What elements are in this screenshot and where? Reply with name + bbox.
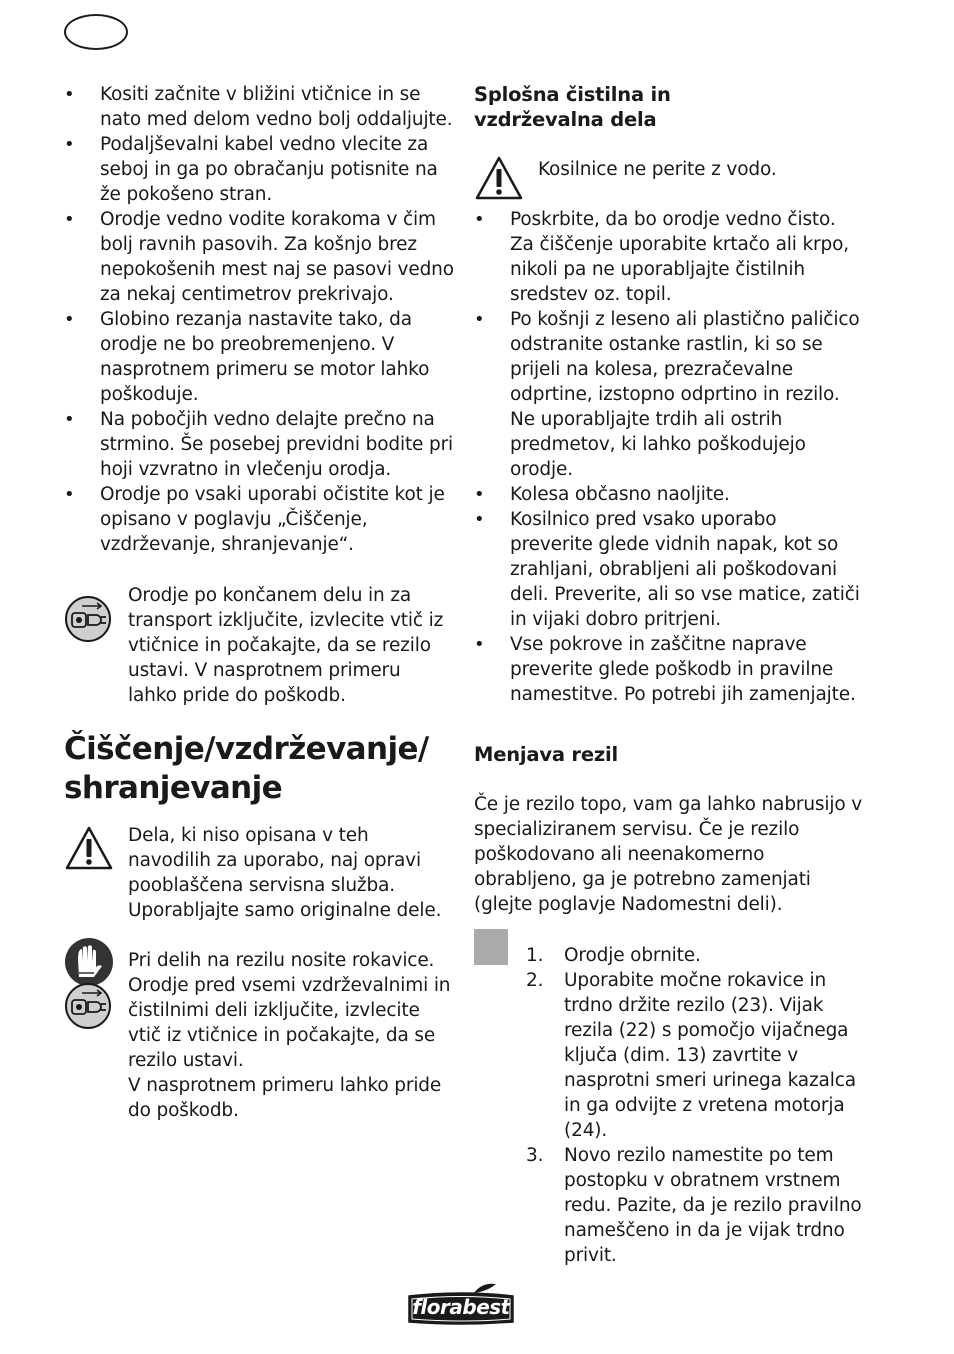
steps-list bbox=[474, 929, 864, 1268]
left-column bbox=[64, 82, 454, 1123]
list-item: • Orodje po vsaki uporabi očistite kot je opisano v poglavju „Čiščenje, vzdrževanje, shranjevanje“. bbox=[64, 482, 454, 557]
list-item: • Kolesa občasno naoljite. bbox=[474, 482, 864, 507]
service-warning: Dela, ki niso opisana v teh navodilih za uporabo, naj opravi pooblaščena servisna služba. Uporabljajte samo originalne dele. bbox=[64, 823, 454, 923]
list-item: • Poskrbite, da bo orodje vedno čisto. Za čiščenje uporabite krtačo ali krpo, nikoli pa ne uporabljajte čistilnih sredstev oz. topil. bbox=[474, 207, 864, 307]
brand-logo: florabest bbox=[406, 1282, 516, 1326]
gloves-icon bbox=[64, 937, 114, 987]
list-item: • Podaljševalni kabel vedno vlecite za seboj in ga po obračanju potisnite na že pokošeno stran. bbox=[64, 132, 454, 207]
section-title: Čiščenje/vzdrževanje/ shranjevanje bbox=[64, 731, 429, 806]
list-item: • Na pobočjih vedno delajte prečno na strmino. Še posebej previdni bodite pri hoji vzvratno in vlečenju orodja. bbox=[64, 407, 454, 482]
language-badge bbox=[64, 14, 128, 50]
warning-icon bbox=[64, 825, 114, 871]
list-item: • Vse pokrove in zaščitne naprave preverite glede poškodb in pravilne namestitve. Po potrebi jih zamenjajte. bbox=[474, 632, 864, 707]
mowing-tips-list bbox=[64, 82, 454, 557]
list-item: • Kositi začnite v bližini vtičnice in se nato med delom vedno bolj oddaljujte. bbox=[64, 82, 454, 132]
unplug-icon bbox=[64, 982, 112, 1030]
gloves-note: Pri delih na rezilu nosite rokavice. Orodje pred vsemi vzdrževalnimi in čistilnimi deli izključite, izvlecite vtič iz vtičnice in počakajte, da se rezilo ustavi. V nasprotnem primeru lahko pride do poškodb. bbox=[64, 948, 454, 1123]
maintenance-list bbox=[474, 207, 864, 707]
blade-heading: Menjava rezil bbox=[474, 743, 618, 766]
unplug-icon bbox=[64, 595, 112, 643]
list-item: 3. Novo rezilo namestite po tem postopku v obratnem vrstnem redu. Pazite, da je rezilo pravilno nameščeno in da je vijak trdno privit. bbox=[526, 1145, 862, 1266]
list-item: 1. Orodje obrnite. bbox=[526, 945, 701, 966]
warning-icon bbox=[474, 155, 524, 201]
general-maintenance-heading: Splošna čistilna in vzdrževalna dela bbox=[474, 83, 671, 131]
blade-steps bbox=[474, 929, 864, 1268]
list-item: • Po košnji z leseno ali plastično paličico odstranite ostanke rastlin, ki so se prijeli na kolesa, prezračevalne odprtine, izstopno odprtino in rezilo. Ne uporabljajte trdih ali ostrih predmetov, ki lahko poškodujejo orodje. bbox=[474, 307, 864, 482]
blade-intro: Če je rezilo topo, vam ga lahko nabrusijo v specializiranem servisu. Če je rezilo poškodovano ali neenakomerno obrabljeno, ga je potrebno zamenjati (glejte poglavje Nadomestni deli). bbox=[474, 794, 863, 915]
list-item: • Kosilnico pred vsako uporabo preverite glede vidnih napak, kot so zrahljani, obrabljeni ali poškodovani deli. Preverite, ali so vse matice, zatiči in vijaki dobro pritrjeni. bbox=[474, 507, 864, 632]
right-column bbox=[474, 82, 864, 1268]
water-warning: Kosilnice ne perite z vodo. bbox=[474, 157, 864, 182]
list-item: • Globino rezanja nastavite tako, da orodje ne bo preobremenjeno. V nasprotnem primeru se motor lahko poškoduje. bbox=[64, 307, 454, 407]
list-item: • Orodje vedno vodite korakoma v čim bolj ravnih pasovih. Za košnjo brez nepokošenih mest naj se pasovi vedno za nekaj centimetrov prekrivajo. bbox=[64, 207, 454, 307]
unplug-note: Orodje po končanem delu in za transport izključite, izvlecite vtič iz vtičnice in počakajte, da se rezilo ustavi. V nasprotnem primeru lahko pride do poškodb. bbox=[64, 583, 454, 708]
list-item: 2. Uporabite močne rokavice in trdno držite rezilo (23). Vijak rezila (22) s pomočjo vijačnega ključa (dim. 13) zavrtite v nasprotni smeri urinega kazalca in ga odvijte z vretena motorja (24). bbox=[526, 970, 856, 1141]
